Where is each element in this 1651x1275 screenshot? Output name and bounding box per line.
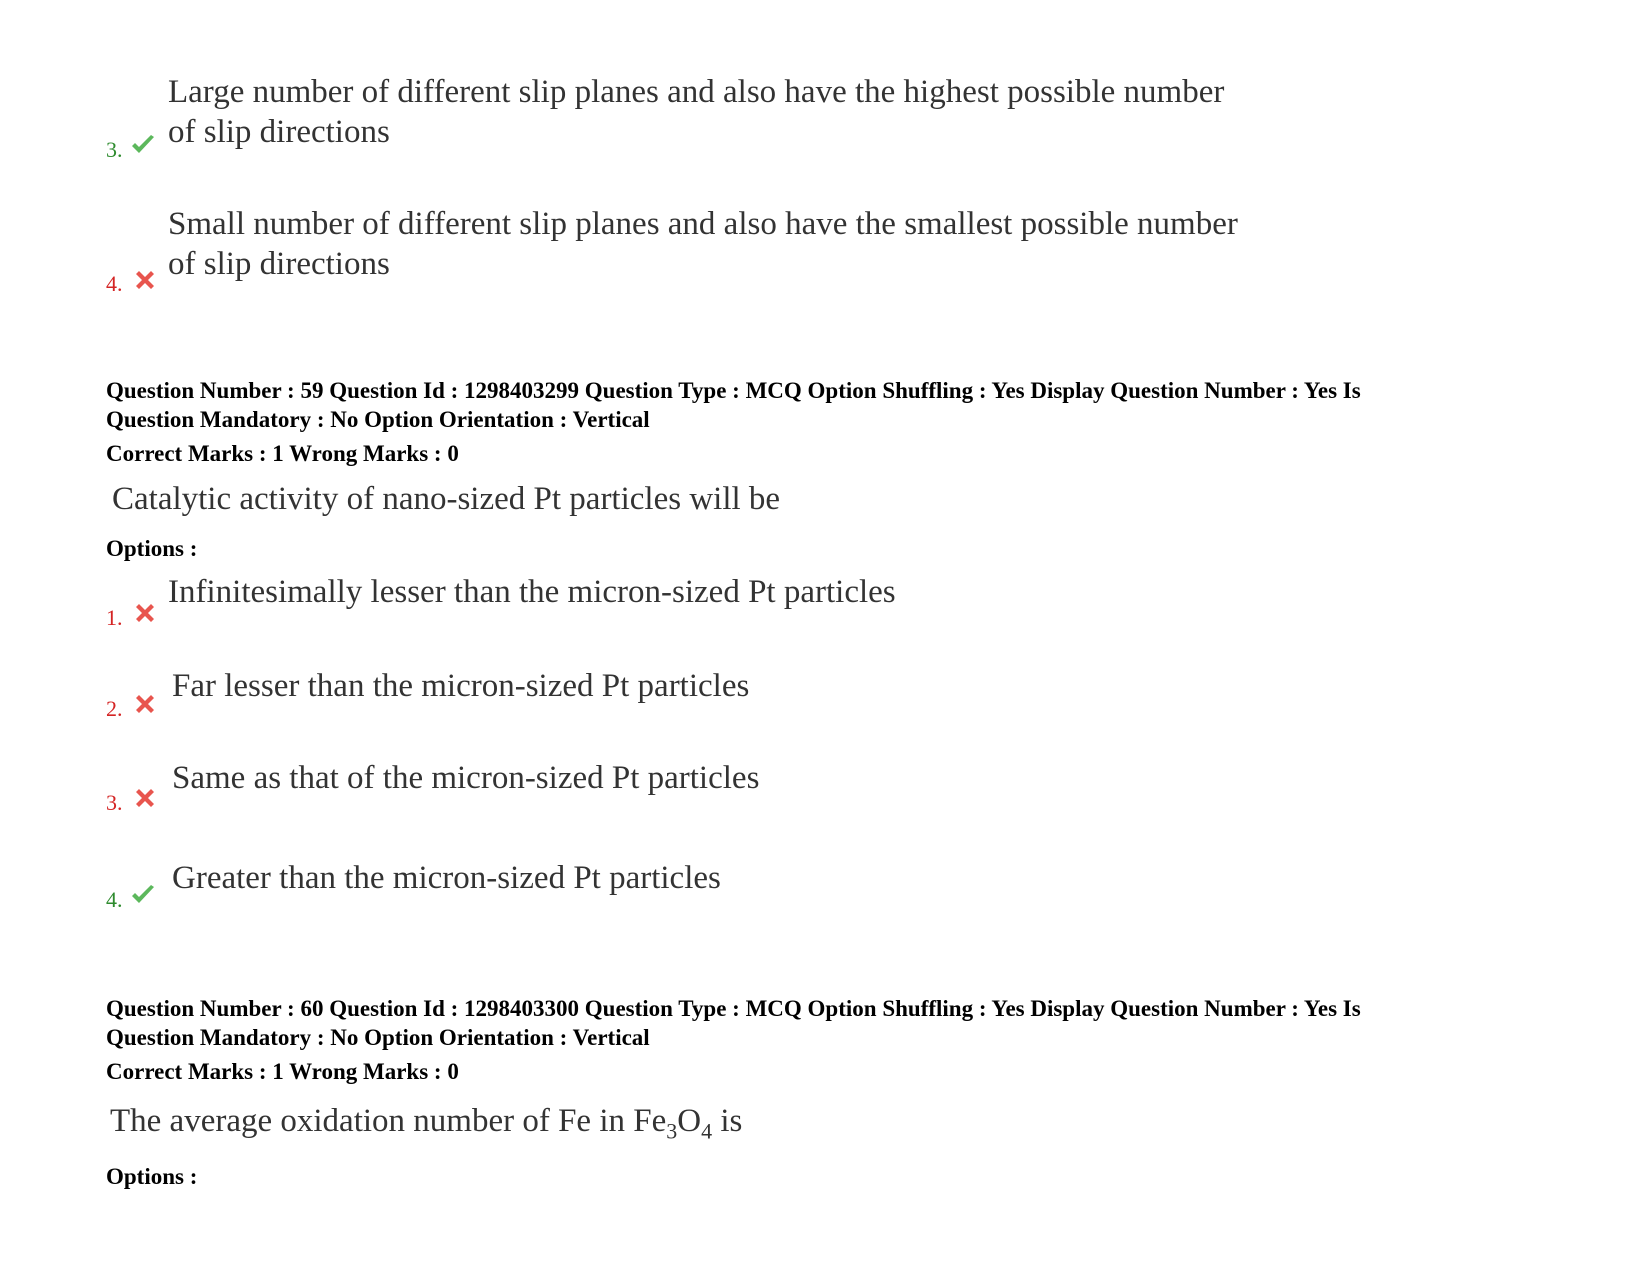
options-label: Options : (106, 1164, 198, 1189)
option-number: 1. (106, 605, 123, 630)
question-meta-line2: Question Mandatory : No Option Orientation : Vertical (106, 1025, 650, 1050)
option-text-line2: of slip directions (168, 246, 390, 282)
option-number: 3. (106, 137, 123, 162)
option-number: 4. (106, 271, 123, 296)
question-text-prefix: The average oxidation number of Fe in Fe (110, 1103, 667, 1139)
question-meta-line1: Question Number : 59 Question Id : 1298403299 Question Type : MCQ Option Shuffling : Yes Display Question Number : Yes Is (106, 378, 1361, 403)
question-text: Catalytic activity of nano-sized Pt particles will be (112, 481, 781, 517)
subscript-3: 3 (666, 1118, 678, 1144)
option-text: Infinitesimally lesser than the micron-sized Pt particles (168, 574, 896, 610)
option-text: Greater than the micron-sized Pt particles (172, 860, 721, 896)
option-number: 4. (106, 887, 123, 912)
question-meta-line1: Question Number : 60 Question Id : 1298403300 Question Type : MCQ Option Shuffling : Yes Display Question Number : Yes Is (106, 996, 1361, 1021)
cross-icon (132, 600, 158, 626)
option-number: 3. (106, 790, 123, 815)
option-text: Same as that of the micron-sized Pt particles (172, 760, 760, 796)
check-icon (130, 882, 156, 908)
question-marks: Correct Marks : 1 Wrong Marks : 0 (106, 1059, 459, 1084)
option-text-line2: of slip directions (168, 114, 390, 150)
option-text-line1: Large number of different slip planes and also have the highest possible number (168, 74, 1225, 110)
cross-icon (132, 785, 158, 811)
question-marks: Correct Marks : 1 Wrong Marks : 0 (106, 441, 459, 466)
options-label: Options : (106, 536, 198, 561)
question-meta-line2: Question Mandatory : No Option Orientation : Vertical (106, 407, 650, 432)
question-text-oxygen: O (677, 1103, 702, 1139)
option-text: Far lesser than the micron-sized Pt particles (172, 668, 750, 704)
option-text-line1: Small number of different slip planes and also have the smallest possible number (168, 206, 1238, 242)
cross-icon (132, 267, 158, 293)
question-text-suffix: is (712, 1103, 743, 1139)
option-number: 2. (106, 696, 123, 721)
question-text (110, 1101, 742, 1152)
subscript-4: 4 (701, 1118, 713, 1144)
check-icon (130, 132, 156, 158)
cross-icon (132, 691, 158, 717)
